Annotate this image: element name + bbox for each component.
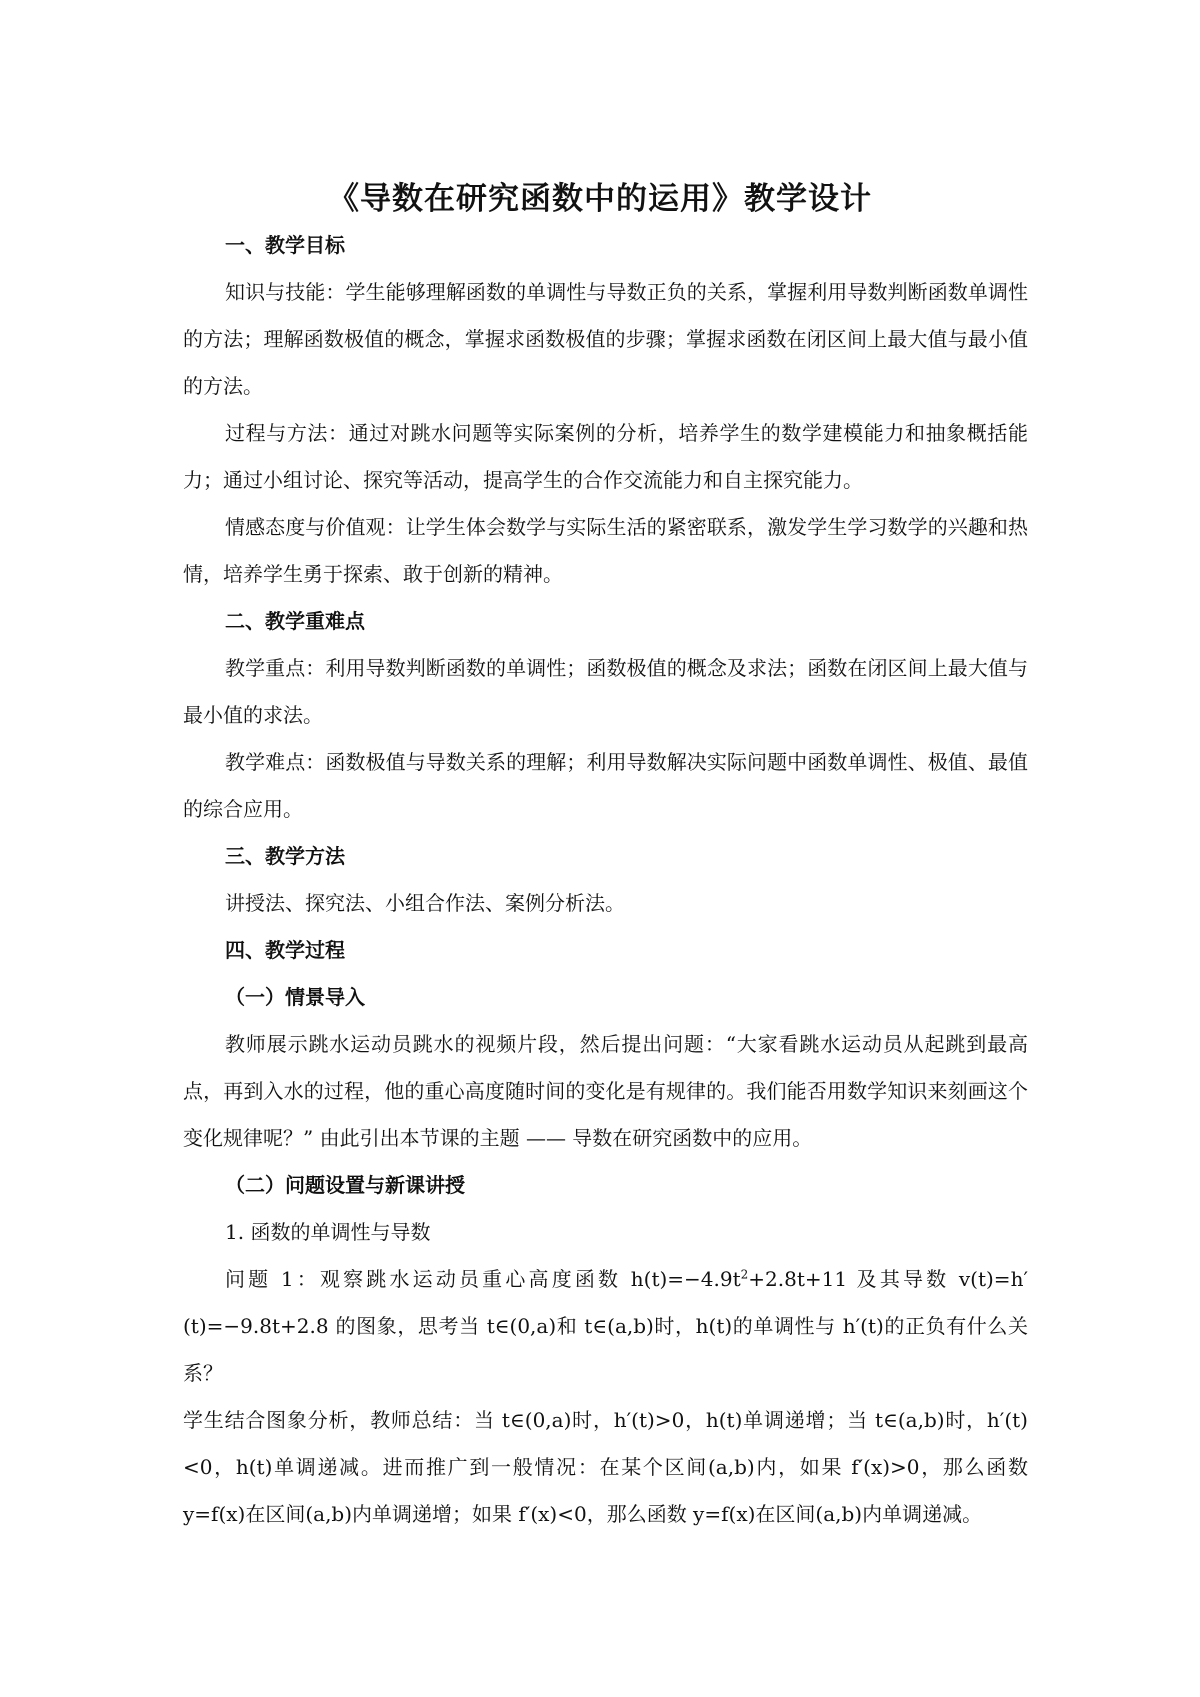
subsection-heading-intro: （一）情景导入 xyxy=(225,985,365,1009)
keypoint-difficulty-paragraph: 教学难点：函数极值与导数关系的理解；利用导数解决实际问题中函数单调性、极值、最值的综合应用。 xyxy=(183,750,1028,821)
question-1-text-a: 问题 1：观察跳水运动员重心高度函数 h(t)=−4.9t xyxy=(225,1267,741,1291)
document-body xyxy=(183,222,1028,1538)
section-heading-goals: 一、教学目标 xyxy=(225,233,345,257)
section-heading-process: 四、教学过程 xyxy=(225,938,345,962)
methods-paragraph: 讲授法、探究法、小组合作法、案例分析法。 xyxy=(225,891,625,915)
page-title: 《导数在研究函数中的运用》教学设计 xyxy=(328,180,872,217)
section-heading-methods: 三、教学方法 xyxy=(225,844,345,868)
subsection-heading-newlesson: （二）问题设置与新课讲授 xyxy=(225,1173,465,1197)
goal-process-paragraph: 过程与方法：通过对跳水问题等实际案例的分析，培养学生的数学建模能力和抽象概括能力；通过小组讨论、探究等活动，提高学生的合作交流能力和自主探究能力。 xyxy=(183,421,1028,492)
intro-paragraph: 教师展示跳水运动员跳水的视频片段，然后提出问题：“大家看跳水运动员从起跳到最高点，再到入水的过程，他的重心高度随时间的变化是有规律的。我们能否用数学知识来刻画这个变化规律呢？” 由此引出本节课的主题 —— 导数在研究函数中的应用。 xyxy=(183,1032,1028,1150)
summary-paragraph: 学生结合图象分析，教师总结：当 t∈(0,a)时，h′(t)>0，h(t)单调递增；当 t∈(a,b)时，h′(t)<0，h(t)单调递减。进而推广到一般情况：在某个区间(a,b)内，如果 f′(x)>0，那么函数 y=f(x)在区间(a,b)内单调递增；如果 f′(x)<0，那么函数 y=f(x)在区间(a,b)内单调递减。 xyxy=(183,1408,1028,1526)
question-1-exponent: 2 xyxy=(740,1267,749,1282)
section-heading-keypoints: 二、教学重难点 xyxy=(225,609,365,633)
goal-knowledge-paragraph: 知识与技能：学生能够理解函数的单调性与导数正负的关系，掌握利用导数判断函数单调性的方法；理解函数极值的概念，掌握求函数极值的步骤；掌握求函数在闭区间上最大值与最小值的方法。 xyxy=(183,280,1028,398)
goal-emotion-paragraph: 情感态度与价值观：让学生体会数学与实际生活的紧密联系，激发学生学习数学的兴趣和热情，培养学生勇于探索、敢于创新的精神。 xyxy=(183,515,1028,586)
question-1-text-b: +2.8t+11 及其导数 v(t)=h′(t)=−9.8t+2.8 的图象，思考当 t∈(0,a)和 t∈(a,b)时，h(t)的单调性与 h′(t)的正负有什么关系？ xyxy=(183,1267,1028,1385)
list-item-monotonicity: 1. 函数的单调性与导数 xyxy=(225,1220,431,1244)
keypoint-focus-paragraph: 教学重点：利用导数判断函数的单调性；函数极值的概念及求法；函数在闭区间上最大值与最小值的求法。 xyxy=(183,656,1028,727)
question-1-paragraph xyxy=(183,1256,1028,1397)
